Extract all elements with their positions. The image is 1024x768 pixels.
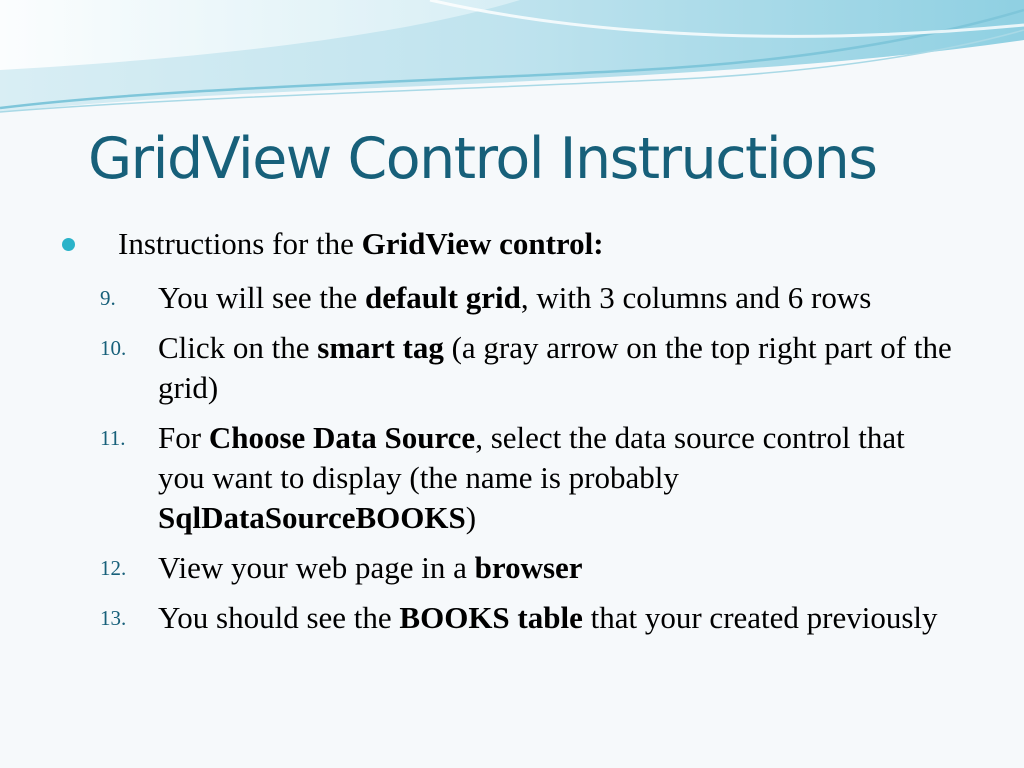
list-item-number: 10. xyxy=(100,336,127,360)
list-item-text: Click on the smart tag (a gray arrow on the top right part of the grid) xyxy=(158,330,952,405)
list-item-number: 12. xyxy=(100,556,127,580)
list-item-text: You should see the BOOKS table that your created previously xyxy=(158,600,938,635)
list-item-text: For Choose Data Source, select the data source control that you want to display (the name is probably SqlDataSourceBOOKS) xyxy=(158,420,905,535)
instruction-list xyxy=(100,278,1000,648)
list-item xyxy=(100,418,1000,538)
list-item-text: You will see the default grid, with 3 columns and 6 rows xyxy=(158,280,872,315)
list-item-number: 13. xyxy=(100,606,127,630)
list-item xyxy=(100,278,1000,318)
header-wave-decoration xyxy=(0,0,1024,130)
list-item-text: View your web page in a browser xyxy=(158,550,583,585)
list-item-number: 11. xyxy=(100,426,126,450)
bullet-dot-icon xyxy=(62,238,75,251)
list-item xyxy=(100,328,1000,408)
list-item xyxy=(100,598,1000,638)
list-item-number: 9. xyxy=(100,286,116,310)
list-item xyxy=(100,548,1000,588)
slide-title: GridView Control Instructions xyxy=(88,126,877,192)
bullet-intro-text: Instructions for the GridView control: xyxy=(118,226,604,261)
